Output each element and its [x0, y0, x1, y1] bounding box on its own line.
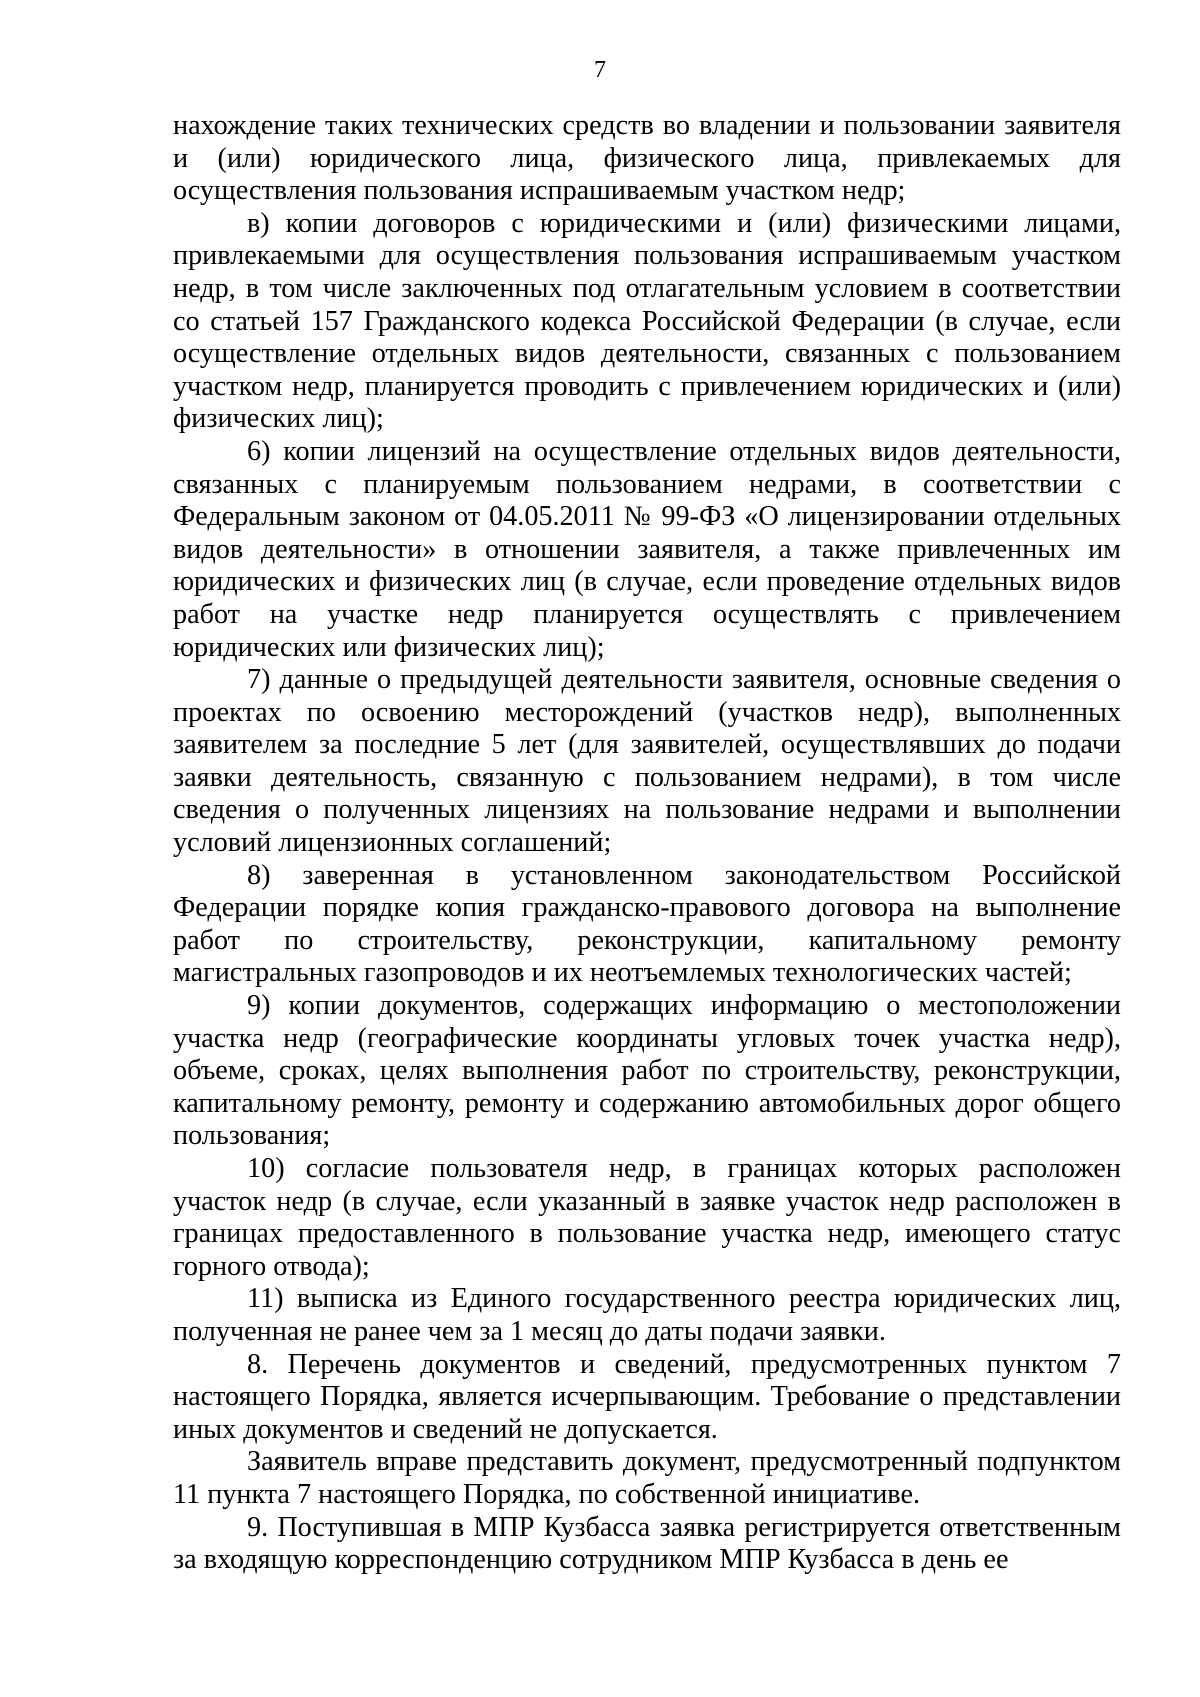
- paragraph-applicant-right: Заявитель вправе представить документ, предусмотренный подпунктом 11 пункта 7 настоящего Порядка, по собственной инициативе.: [173, 1446, 1121, 1510]
- paragraph-item-9: 9) копии документов, содержащих информацию о местоположении участка недр (географические координаты угловых точек участка недр), объеме, сроках, целях выполнения работ по строительству, реконструкции, капитальному ремонту, ремонту и содержанию автомобильных дорог общего пользования;: [173, 990, 1121, 1152]
- paragraph-item-6: 6) копии лицензий на осуществление отдельных видов деятельности, связанных с планируемым пользованием недрами, в соответствии с Федеральным законом от 04.05.2011 № 99-ФЗ «О лицензировании отдельных видов деятельности» в отношении заявителя, а также привлеченных им юридических и физических лиц (в случае, если проведение отдельных видов работ на участке недр планируется осуществлять с привлечением юридических или физических лиц);: [173, 435, 1121, 663]
- paragraph-section-8: 8. Перечень документов и сведений, предусмотренных пунктом 7 настоящего Порядка, является исчерпывающим. Требование о представлении иных документов и сведений не допускается.: [173, 1348, 1121, 1445]
- paragraph-item-v: в) копии договоров с юридическими и (или) физическими лицами, привлекаемыми для осуществления пользования испрашиваемым участком недр, в том числе заключенных под отлагательным условием в соответствии со статьей 157 Гражданского кодекса Российской Федерации (в случае, если осуществление отдельных видов деятельности, связанных с пользованием участком недр, планируется проводить с привлечением юридических и (или) физических лиц);: [173, 207, 1121, 435]
- paragraph-item-10: 10) согласие пользователя недр, в границах которых расположен участок недр (в случае, если указанный в заявке участок недр расположен в границах предоставленного в пользование участка недр, имеющего статус горного отвода);: [173, 1153, 1121, 1282]
- paragraph-item-7: 7) данные о предыдущей деятельности заявителя, основные сведения о проектах по освоению месторождений (участков недр), выполненных заявителем за последние 5 лет (для заявителей, осуществлявших до подачи заявки деятельность, связанную с пользованием недрами), в том числе сведения о полученных лицензиях на пользование недрами и выполнении условий лицензионных соглашений;: [173, 664, 1121, 859]
- paragraph-section-9: 9. Поступившая в МПР Кузбасса заявка регистрируется ответственным за входящую корреспонденцию сотрудником МПР Кузбасса в день ее: [173, 1511, 1121, 1576]
- paragraph-item-8: 8) заверенная в установленном законодательством Российской Федерации порядке копия гражданско-правового договора на выполнение работ по строительству, реконструкции, капитальному ремонту магистральных газопроводов и их неотъемлемых технологических частей;: [173, 859, 1121, 989]
- document-body: [173, 110, 1121, 1577]
- paragraph-item-11: 11) выписка из Единого государственного реестра юридических лиц, полученная не ранее чем за 1 месяц до даты подачи заявки.: [173, 1283, 1121, 1347]
- page-number: 7: [594, 57, 606, 83]
- paragraph-continuation: нахождение таких технических средств во владении и пользовании заявителя и (или) юридического лица, физического лица, привлекаемых для осуществления пользования испрашиваемым участком недр;: [173, 110, 1121, 207]
